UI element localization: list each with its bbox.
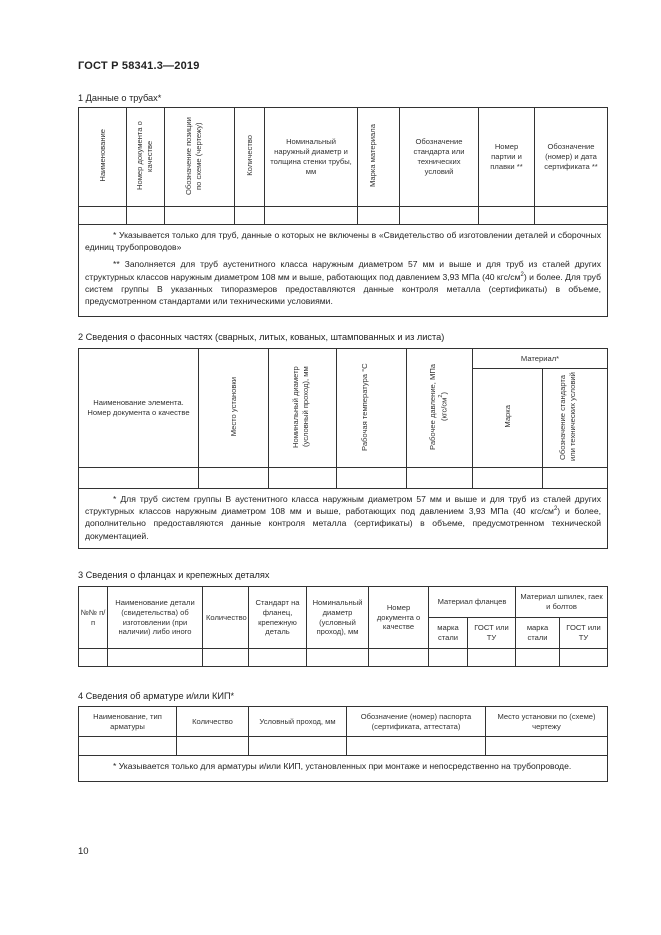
bolts-material-header: Материал шпилек, гаек и болтов bbox=[516, 587, 608, 618]
pipes-col-doc: Номер документа о качестве bbox=[134, 121, 154, 190]
pipes-col-standard: Обозначение стандарта или технических условий bbox=[400, 108, 479, 207]
pipes-empty-row bbox=[79, 207, 608, 225]
valves-note: * Указывается только для арматуры и/или КИП, установленных при монтаже и непосредственно на трубопроводе. bbox=[79, 756, 608, 782]
section-3-title: 3 Сведения о фланцах и крепежных деталях bbox=[78, 570, 270, 580]
pipes-header-row bbox=[79, 108, 608, 207]
flanges-col-doc: Номер документа о качестве bbox=[369, 587, 429, 649]
valves-col-diameter: Условный проход, мм bbox=[249, 707, 347, 737]
valves-header-row bbox=[79, 707, 608, 737]
section-2-title: 2 Сведения о фасонных частях (сварных, литых, кованых, штампованных и из листа) bbox=[78, 332, 445, 342]
flange-gost-tu: ГОСТ или ТУ bbox=[468, 618, 516, 649]
page-number: 10 bbox=[78, 846, 89, 857]
fittings-table bbox=[78, 348, 608, 549]
document-code: ГОСТ Р 58341.3—2019 bbox=[78, 60, 200, 72]
pipes-col-position: Обозначение позиции по схеме (чертежу) bbox=[183, 116, 203, 195]
pipes-col-name: Наименование bbox=[97, 129, 107, 182]
valves-col-qty: Количество bbox=[177, 707, 249, 737]
pipes-notes-row bbox=[79, 225, 608, 317]
flanges-empty-row bbox=[79, 649, 608, 667]
pipes-col-material: Марка материала bbox=[367, 124, 377, 188]
bolt-steel-mark: марка стали bbox=[516, 618, 560, 649]
pipes-table bbox=[78, 107, 608, 317]
pipes-col-certificate: Обозначение (номер) и дата сертификата ** bbox=[535, 108, 608, 207]
flanges-col-standard: Стандарт на фланец, крепежную деталь bbox=[249, 587, 307, 649]
fittings-col-place: Место установки bbox=[228, 376, 238, 437]
flanges-col-qty: Количество bbox=[203, 587, 249, 649]
fittings-col-mark: Марка bbox=[502, 405, 512, 428]
bolt-gost-tu: ГОСТ или ТУ bbox=[560, 618, 608, 649]
flanges-table bbox=[78, 586, 608, 667]
flange-steel-mark: марка стали bbox=[429, 618, 468, 649]
fittings-col-pressure: Рабочее давление, МПа $(кгс/см^2)$ bbox=[427, 363, 448, 450]
fittings-header-row-1 bbox=[79, 349, 608, 369]
section-1-title: 1 Данные о трубах* bbox=[78, 93, 162, 103]
fittings-col-temperature: Рабочая температура °С bbox=[359, 362, 369, 451]
flanges-col-name: Наименование детали (свидетельства) об изготовлении (при наличии) либо иного bbox=[108, 587, 203, 649]
pipes-col-diameter: Номинальный наружный диаметр и толщина стенки трубы, мм bbox=[265, 108, 358, 207]
pipes-col-qty: Количество bbox=[244, 135, 254, 176]
pipes-notes bbox=[79, 225, 608, 317]
pipes-col-batch: Номер партии и плавки ** bbox=[479, 108, 535, 207]
fittings-notes-row bbox=[79, 489, 608, 549]
pipes-note-2: ** Заполняется для труб аустенитного класса наружным диаметром 57 мм и выше и для труб из сталей других структурных классов наружным диаметром 108 мм и выше, работающих под давлением 3,93 МПа (40 кгс/$см^2$) и более. Для труб систем группы В указанных типоразмеров предоставляются данные контроля металла (сертификаты) в объеме, предусмотренном стандартами или техническими условиями. bbox=[85, 259, 601, 307]
valves-col-name: Наименование, тип арматуры bbox=[79, 707, 177, 737]
valves-notes-row bbox=[79, 756, 608, 782]
valves-table bbox=[78, 706, 608, 782]
flanges-material-header: Материал фланцев bbox=[429, 587, 516, 618]
fittings-col-diameter: Номинальный диаметр (условный проход), мм bbox=[290, 365, 310, 448]
fittings-empty-row bbox=[79, 468, 608, 489]
flanges-header-row-1 bbox=[79, 587, 608, 618]
fittings-col-standard: Обозначение стандарта или технических условий bbox=[558, 372, 577, 462]
flanges-col-diameter: Номинальный диаметр (условный проход), мм bbox=[307, 587, 369, 649]
pipes-note-1: * Указывается только для труб, данные о которых не включены в «Свидетельство об изготовлении деталей и сборочных единиц трубопроводов» bbox=[85, 230, 601, 253]
flanges-col-num: №№ п/п bbox=[79, 587, 108, 649]
valves-col-passport: Обозначение (номер) паспорта (сертификата, аттестата) bbox=[347, 707, 486, 737]
fittings-note: * Для труб систем группы В аустенитного класса наружным диаметром 57 мм и выше и для труб из сталей других структурных классов наружным диаметром 108 мм и выше, работающих под давлением 3,93 МПа (40 кгс/$см^2$) и более, дополнительно предоставляются данные контроля металла (сертификаты) в объеме, предусмотренном технической документацией. bbox=[79, 489, 608, 549]
section-4-title: 4 Сведения об арматуре и/или КИП* bbox=[78, 691, 235, 701]
valves-col-place: Место установки по (схеме) чертежу bbox=[486, 707, 608, 737]
fittings-col-name: Наименование элемента. Номер документа о качестве bbox=[79, 349, 199, 468]
valves-empty-row bbox=[79, 737, 608, 756]
fittings-material-header: Материал* bbox=[473, 349, 608, 369]
